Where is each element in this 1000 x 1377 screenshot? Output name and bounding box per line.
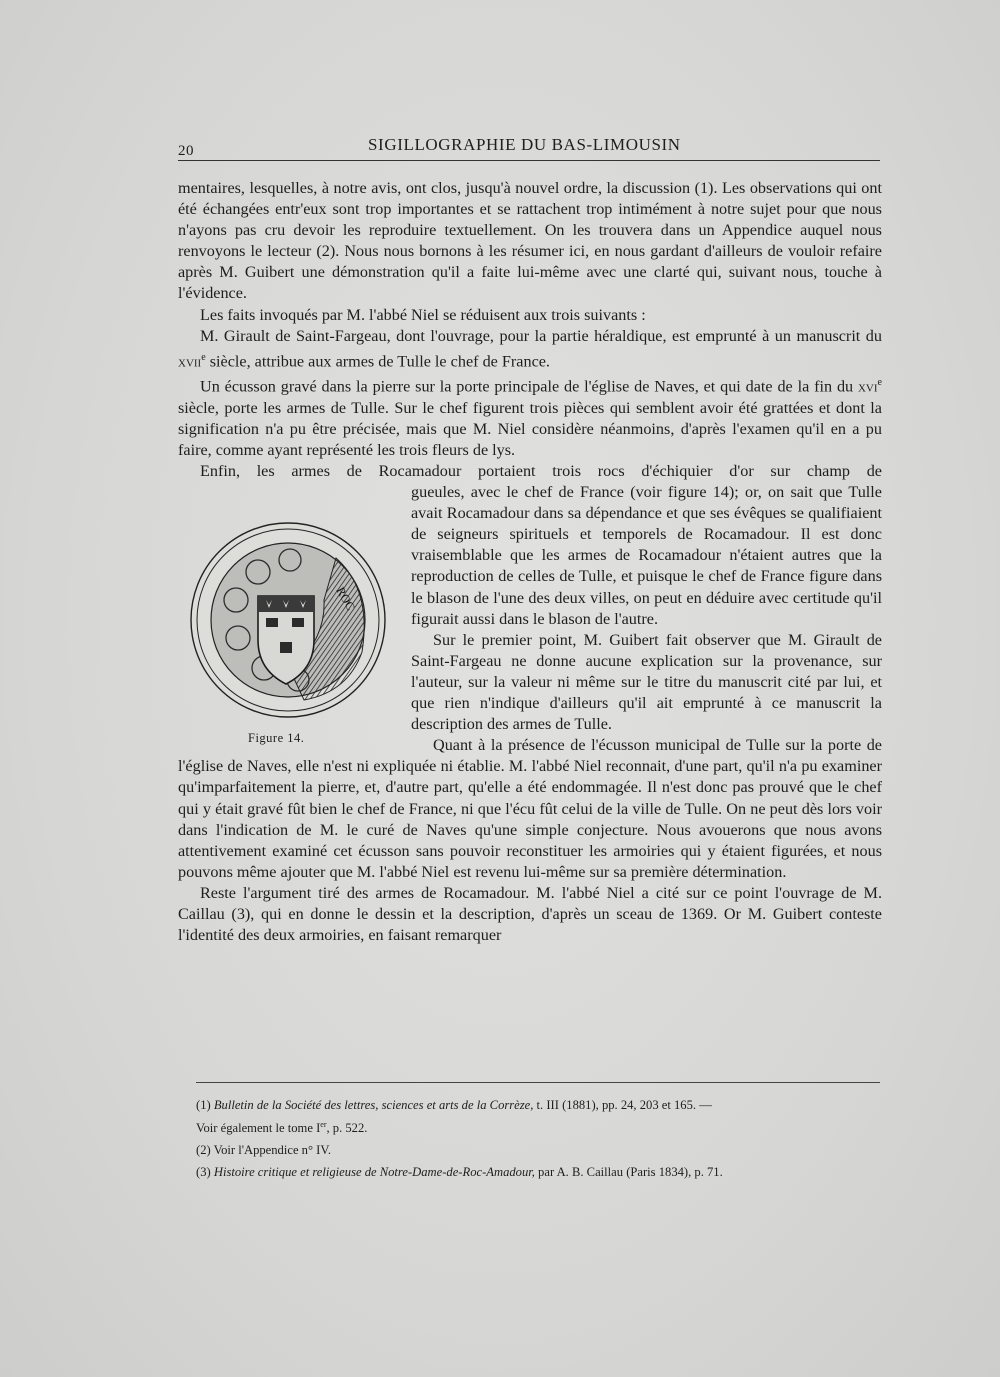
body-text xyxy=(178,178,882,946)
page-header xyxy=(178,131,880,161)
paragraph: Un écusson gravé dans la pierre sur la porte principale de l'église de Naves, et qui date de la fin du xvi$^e$ siècle, porte les armes de Tulle. Sur le chef figurent trois pièces qui semblent avoir été grattées et dont la signification n'a pu être précisée, mais que M. Niel considère néanmoins, d'après l'examen qu'il en a pu faire, comme ayant représenté les trois fleurs de lys. xyxy=(178,377,882,459)
paragraph: mentaires, lesquelles, à notre avis, ont clos, jusqu'à nouvel ordre, la discussion (1). Les observations qui ont été échangées entr'eux sont trop importantes et se rattachent trop intimément à notre sujet pour que nous n'ayons pas cru devoir les reproduire textuellement. On les trouvera dans un Appendice auquel nous renvoyons le lecteur (2). Nous nous bornons à les résumer ici, en nous gardant d'ailleurs de vouloir refaire après M. Guibert une démonstration qu'il a faite lui-même avec une clarté qui, suivant nous, touche à l'évidence. xyxy=(178,179,882,303)
paragraph: Sur le premier point, M. Guibert fait observer que M. Girault de Saint-Fargeau ne donne aucune explication sur la provenance, sur l'auteur, sur la valeur ni même sur le titre du manuscrit cité par lui, et que rien n'indique d'ailleurs qu'il ait emprunté à ce manuscrit la description des armes de Tulle. xyxy=(411,630,882,734)
footnote-2: (2) Voir l'Appendice n° IV. xyxy=(196,1143,331,1158)
svg-text:ROC: ROC xyxy=(333,584,358,613)
paragraph: gueules, avec le chef de France (voir figure 14); or, on sait que Tulle avait Rocamadour dans sa dépendance et que ses évêques se qualifiaient de seigneurs spirituels et temporels de Rocamadour. Il est donc vraisemblable que les armes de Rocamadour n'étaient autres que la reproduction de celles de Tulle, et puisque le chef de France figure dans le blason de l'une des deux villes, on peut en déduire avec certitude qu'il figurait aussi dans le blason de l'autre. xyxy=(411,483,882,628)
seal-illustration xyxy=(186,520,392,720)
footnotes xyxy=(196,1096,896,1185)
paragraph: Quant à la présence de l'écusson municipal de Tulle sur la porte de l'église de Naves, elle n'est ni expliquée ni établie. M. l'abbé Niel reconnait, d'une part, qu'il n'a pu examiner qu'imparfaitement la pierre, et, d'autre part, qu'elle a été endommagée. Il n'est donc pas prouvé que le chef qui y était gravé fût bien le chef de France, ni que l'écu fût celui de la ville de Tulle. On ne peut dès lors voir dans l'indication de M. le curé de Naves qu'une simple conjecture. Nous avouerons que nous avons attentivement examiné cet écusson sans pouvoir reconstituer les armoiries qui y étaient figurées, et nous pouvons même ajouter que M. l'abbé Niel est revenu lui-même sur sa première détermination. xyxy=(178,736,882,881)
paragraph: Reste l'argument tiré des armes de Rocamadour. M. l'abbé Niel a cité sur ce point l'ouvrage de M. Caillau (3), qui en donne le dessin et la description, d'après un sceau de 1369. Or M. Guibert conteste l'identité des deux armoiries, en faisant remarquer xyxy=(178,883,882,945)
header-rule xyxy=(178,160,880,161)
paragraph: M. Girault de Saint-Fargeau, dont l'ouvrage, pour la partie héraldique, est emprunté à un manuscrit du xvii$^e$ siècle, attribue aux armes de Tulle le chef de France. xyxy=(178,326,882,371)
figure-caption: Figure 14. xyxy=(248,731,305,746)
footnote-1: (1) Bulletin de la Société des lettres, sciences et arts de la Corrèze, t. III (1881), pp. 24, 203 et 165. — Voir également le tome Ier, p. 522. xyxy=(196,1098,712,1136)
footnote-3: (3) Histoire critique et religieuse de Notre-Dame-de-Roc-Amadour, par A. B. Caillau (Paris 1834), p. 71. xyxy=(196,1165,723,1180)
figure-14 xyxy=(178,484,393,756)
paragraph: Enfin, les armes de Rocamadour portaient trois rocs d'échiquier d'or sur champ de xyxy=(200,462,882,480)
footnote-rule xyxy=(196,1082,880,1083)
paragraph: Les faits invoqués par M. l'abbé Niel se réduisent aux trois suivants : xyxy=(200,305,646,324)
running-title: SIGILLOGRAPHIE DU BAS-LIMOUSIN xyxy=(368,135,681,154)
page-number: 20 xyxy=(178,143,194,159)
